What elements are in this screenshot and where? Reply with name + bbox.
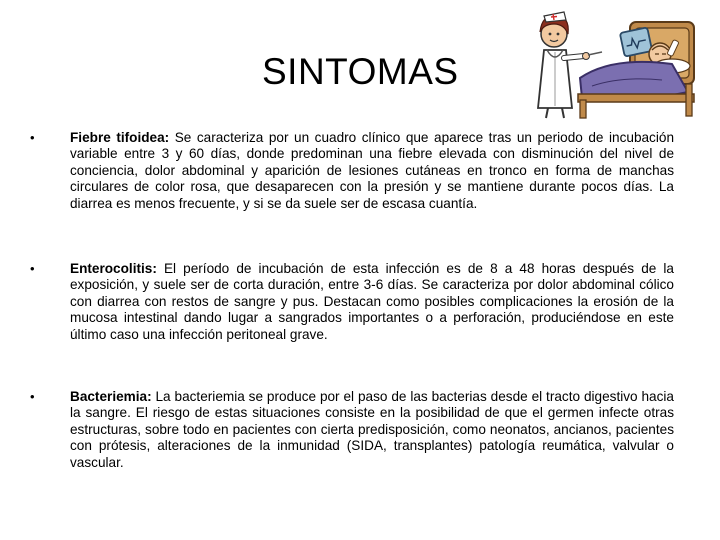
list-item-description: El período de incubación de esta infección es de 8 a 48 horas después de la exposición, y suele ser de corta duración, entre 3-6 días. Se caracteriza por dolor abdominal cólico con diarrea con restos de sangre y pus. Destacan como posibles complicaciones la erosión de la mucosa intestinal dando lugar a sangrados importantes o a perforación, produciéndose en este último caso una infección peritoneal grave. [70,261,674,342]
list-item-text [70,389,674,471]
list-item-text [70,261,674,343]
slide-title: SINTOMAS [262,51,459,92]
bullet-icon: • [30,130,35,145]
list-item-description: La bacteriemia se produce por el paso de las bacterias desde el tracto digestivo hacia la sangre. El riesgo de estas situaciones consiste en la posibilidad de que el germen infecte otras estructuras, sobre todo en pacientes con cierta predisposición, como neonatos, ancianos, pacientes con prótesis, alteraciones de la inmunidad (SIDA, transplantes) patología reumática, valvular o vascular. [70,389,674,470]
nurse-with-sick-patient-in-bed-icon [522,0,702,120]
list-item-term: Enterocolitis: [70,261,157,276]
list-item-description: Se caracteriza por un cuadro clínico que aparece tras un periodo de incubación variable entre 3 y 60 días, donde predominan una fiebre elevada con disminución del nivel de conciencia, dolor abdominal y aparición de lesiones cutáneas en tronco en forma de manchas circulares de color rosa, que desaparecen con la presión y se mantiene durante pocos días. La diarrea es menos frecuente, y si se da suele ser de escasa cuantía. [70,130,674,211]
bullet-icon: • [30,389,35,404]
list-item-text [70,130,674,212]
list-item-term: Fiebre tifoidea: [70,130,170,145]
bullet-icon: • [30,261,35,276]
list-item-term: Bacteriemia: [70,389,152,404]
